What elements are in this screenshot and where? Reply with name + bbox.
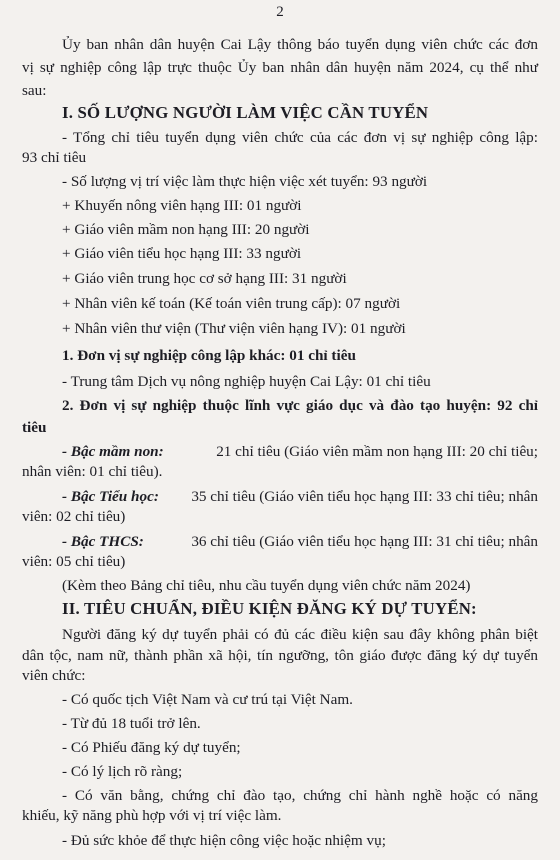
conditions-intro-line-3: viên chức: bbox=[22, 667, 86, 684]
subsection-1-item: - Trung tâm Dịch vụ nông nghiệp huyện Cai Lậy: 01 chỉ tiêu bbox=[62, 373, 431, 390]
subsection-2-heading-line-2: tiêu bbox=[22, 419, 47, 436]
level-detail: 21 chỉ tiêu (Giáo viên mầm non hạng III: 20 chỉ tiêu; bbox=[216, 443, 538, 460]
level-detail-cont: nhân viên: 01 chỉ tiêu). bbox=[22, 463, 163, 480]
condition-item: - Có lý lịch rõ ràng; bbox=[62, 763, 183, 780]
level-detail-cont: viên: 05 chỉ tiêu) bbox=[22, 553, 126, 570]
condition-item: - Có quốc tịch Việt Nam và cư trú tại Việt Nam. bbox=[62, 691, 353, 708]
condition-item: - Từ đủ 18 tuổi trở lên. bbox=[62, 715, 201, 732]
conditions-intro-line-2: dân tộc, nam nữ, thành phần xã hội, tín ngưỡng, tôn giáo được đăng ký dự tuyển bbox=[22, 647, 538, 664]
intro-line-2: vị sự nghiệp công lập trực thuộc Ủy ban nhân dân huyện năm 2024, cụ thể như bbox=[22, 59, 538, 76]
level-detail: 36 chỉ tiêu (Giáo viên tiểu học hạng III: 31 chỉ tiêu; nhân bbox=[191, 533, 538, 550]
level-detail: 35 chỉ tiêu (Giáo viên tiểu học hạng III: 33 chỉ tiêu; nhân bbox=[191, 488, 538, 505]
intro-line-1: Ủy ban nhân dân huyện Cai Lậy thông báo tuyển dụng viên chức các đơn bbox=[62, 36, 538, 53]
conditions-intro-line-1: Người đăng ký dự tuyển phải có đủ các điều kiện sau đây không phân biệt bbox=[62, 626, 538, 643]
position-item: + Nhân viên kế toán (Kế toán viên trung cấp): 07 người bbox=[62, 295, 401, 312]
total-quota-line-1: - Tổng chỉ tiêu tuyển dụng viên chức của các đơn vị sự nghiệp công lập: bbox=[62, 129, 538, 146]
level-name: - Bậc Tiểu học: bbox=[62, 488, 159, 505]
condition-5-line-1: - Có văn bằng, chứng chỉ đào tạo, chứng chỉ hành nghề hoặc có năng bbox=[62, 787, 538, 804]
subsection-2-heading-line-1: 2. Đơn vị sự nghiệp thuộc lĩnh vực giáo dục và đào tạo huyện: 92 chỉ bbox=[62, 397, 538, 414]
condition-item: - Đủ sức khỏe để thực hiện công việc hoặc nhiệm vụ; bbox=[62, 832, 386, 849]
level-row bbox=[62, 488, 538, 506]
attachment-note: (Kèm theo Bảng chỉ tiêu, nhu cầu tuyển dụng viên chức năm 2024) bbox=[62, 577, 471, 594]
level-name: - Bậc THCS: bbox=[62, 533, 144, 550]
level-name: - Bậc mầm non: bbox=[62, 443, 164, 460]
level-row bbox=[62, 533, 538, 551]
position-item: + Khuyến nông viên hạng III: 01 người bbox=[62, 197, 302, 214]
level-row bbox=[62, 443, 538, 461]
total-quota-line-2: 93 chỉ tiêu bbox=[22, 149, 87, 166]
position-item: + Giáo viên tiểu học hạng III: 33 người bbox=[62, 245, 302, 262]
positions-count: - Số lượng vị trí việc làm thực hiện việc xét tuyển: 93 người bbox=[62, 173, 428, 190]
position-item: + Nhân viên thư viện (Thư viện viên hạng IV): 01 người bbox=[62, 320, 406, 337]
condition-5-line-2: khiếu, kỹ năng phù hợp với vị trí việc làm. bbox=[22, 807, 282, 824]
section-2-heading: II. TIÊU CHUẨN, ĐIỀU KIỆN ĐĂNG KÝ DỰ TUYỂN: bbox=[62, 599, 477, 618]
section-1-heading: I. SỐ LƯỢNG NGƯỜI LÀM VIỆC CẦN TUYỂN bbox=[62, 103, 429, 122]
level-detail-cont: viên: 02 chỉ tiêu) bbox=[22, 508, 126, 525]
subsection-1-heading: 1. Đơn vị sự nghiệp công lập khác: 01 chỉ tiêu bbox=[62, 347, 356, 364]
condition-item: - Có Phiếu đăng ký dự tuyển; bbox=[62, 739, 241, 756]
intro-line-3: sau: bbox=[22, 82, 47, 99]
position-item: + Giáo viên mầm non hạng III: 20 người bbox=[62, 221, 310, 238]
page-number: 2 bbox=[276, 4, 284, 20]
position-item: + Giáo viên trung học cơ sở hạng III: 31 người bbox=[62, 270, 347, 287]
